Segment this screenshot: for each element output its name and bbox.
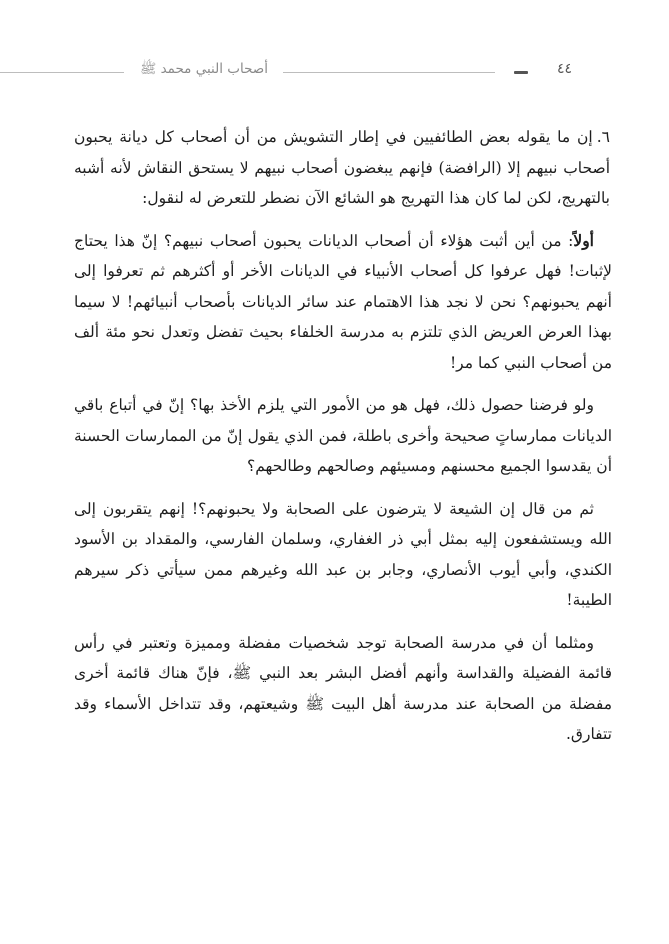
page-number: ٤٤	[556, 61, 572, 77]
paragraph-first-point	[74, 226, 612, 379]
paragraph-first-point-text: : من أين أثبت هؤلاء أن أصحاب الديانات يحبون أصحاب نبيهم؟ إنّ هذا يحتاج لإثبات! فهل عرفوا كل أصحاب الأنبياء في الديانات الأخر أو أكثرهم ثم تعرفوا إلى أنهم يحبونهم؟ نحن لا نجد هذا الاهتمام عند سائر الديانات بأصحاب أنبيائهم! لا سيما بهذا العرض العريض الذي تلتزم به مدرسة الخلفاء بحيث تفضل وتعدل نحو مئة ألف من أصحاب النبي كما مر!	[74, 231, 612, 372]
paragraph-two-schools: ومثلما أن في مدرسة الصحابة توجد شخصيات مفضلة ومميزة وتعتبر في رأس قائمة الفضيلة والقداسة وأنهم أفضل البشر بعد النبي ﷺ، فإنّ هناك قائمة أخرى مفضلة من الصحابة عند مدرسة أهل البيت ﷺ وشيعتهم، وقد تتداخل الأسماء وقد تتفارق.	[74, 633, 612, 743]
item-number: ٦.	[596, 128, 610, 146]
header-dash-mark	[514, 71, 528, 74]
header-divider-right	[283, 72, 495, 73]
item-6-text: إن ما يقوله بعض الطائفيين في إطار التشويش من أن أصحاب كل ديانة يحبون أصحاب نبيهم إلا (الرافضة) فإنهم يبغضون أصحاب نبيهم لا يستحق النقاش لأنه أشبه بالتهريج، لكن لما كان هذا التهريج هو الشائع الآن نضطر للتعرض له لنقول:	[74, 128, 610, 207]
header-divider-left	[0, 72, 124, 73]
paragraph-lead-word: أولاً	[573, 230, 594, 250]
numbered-item-6	[74, 122, 612, 214]
paragraph-assumption: ولو فرضنا حصول ذلك، فهل هو من الأمور التي يلزم الأخذ بها؟ إنّ في أتباع باقي الديانات ممارساتٍ صحيحة وأخرى باطلة، فمن الذي يقول إنّ من الممارسات الحسنة أن يقدسوا الجميع محسنهم ومسيئهم وصالحهم وطالحهم؟	[74, 396, 612, 475]
running-header	[0, 58, 669, 90]
page-body	[74, 122, 612, 762]
paragraph-shia-companions: ثم من قال إن الشيعة لا يترضون على الصحابة ولا يحبونهم؟! إنهم يتقربون إلى الله ويستشفعون إليه بمثل أبي ذر الغفاري، وسلمان الفارسي، والمقداد بن الأسود الكندي، وأبي أيوب الأنصاري، وجابر بن عبد الله وغيرهم ممن سيأتي ذكر سيرهم الطيبة!	[74, 499, 612, 609]
running-title: أصحاب النبي محمد ﷺ	[139, 61, 269, 77]
